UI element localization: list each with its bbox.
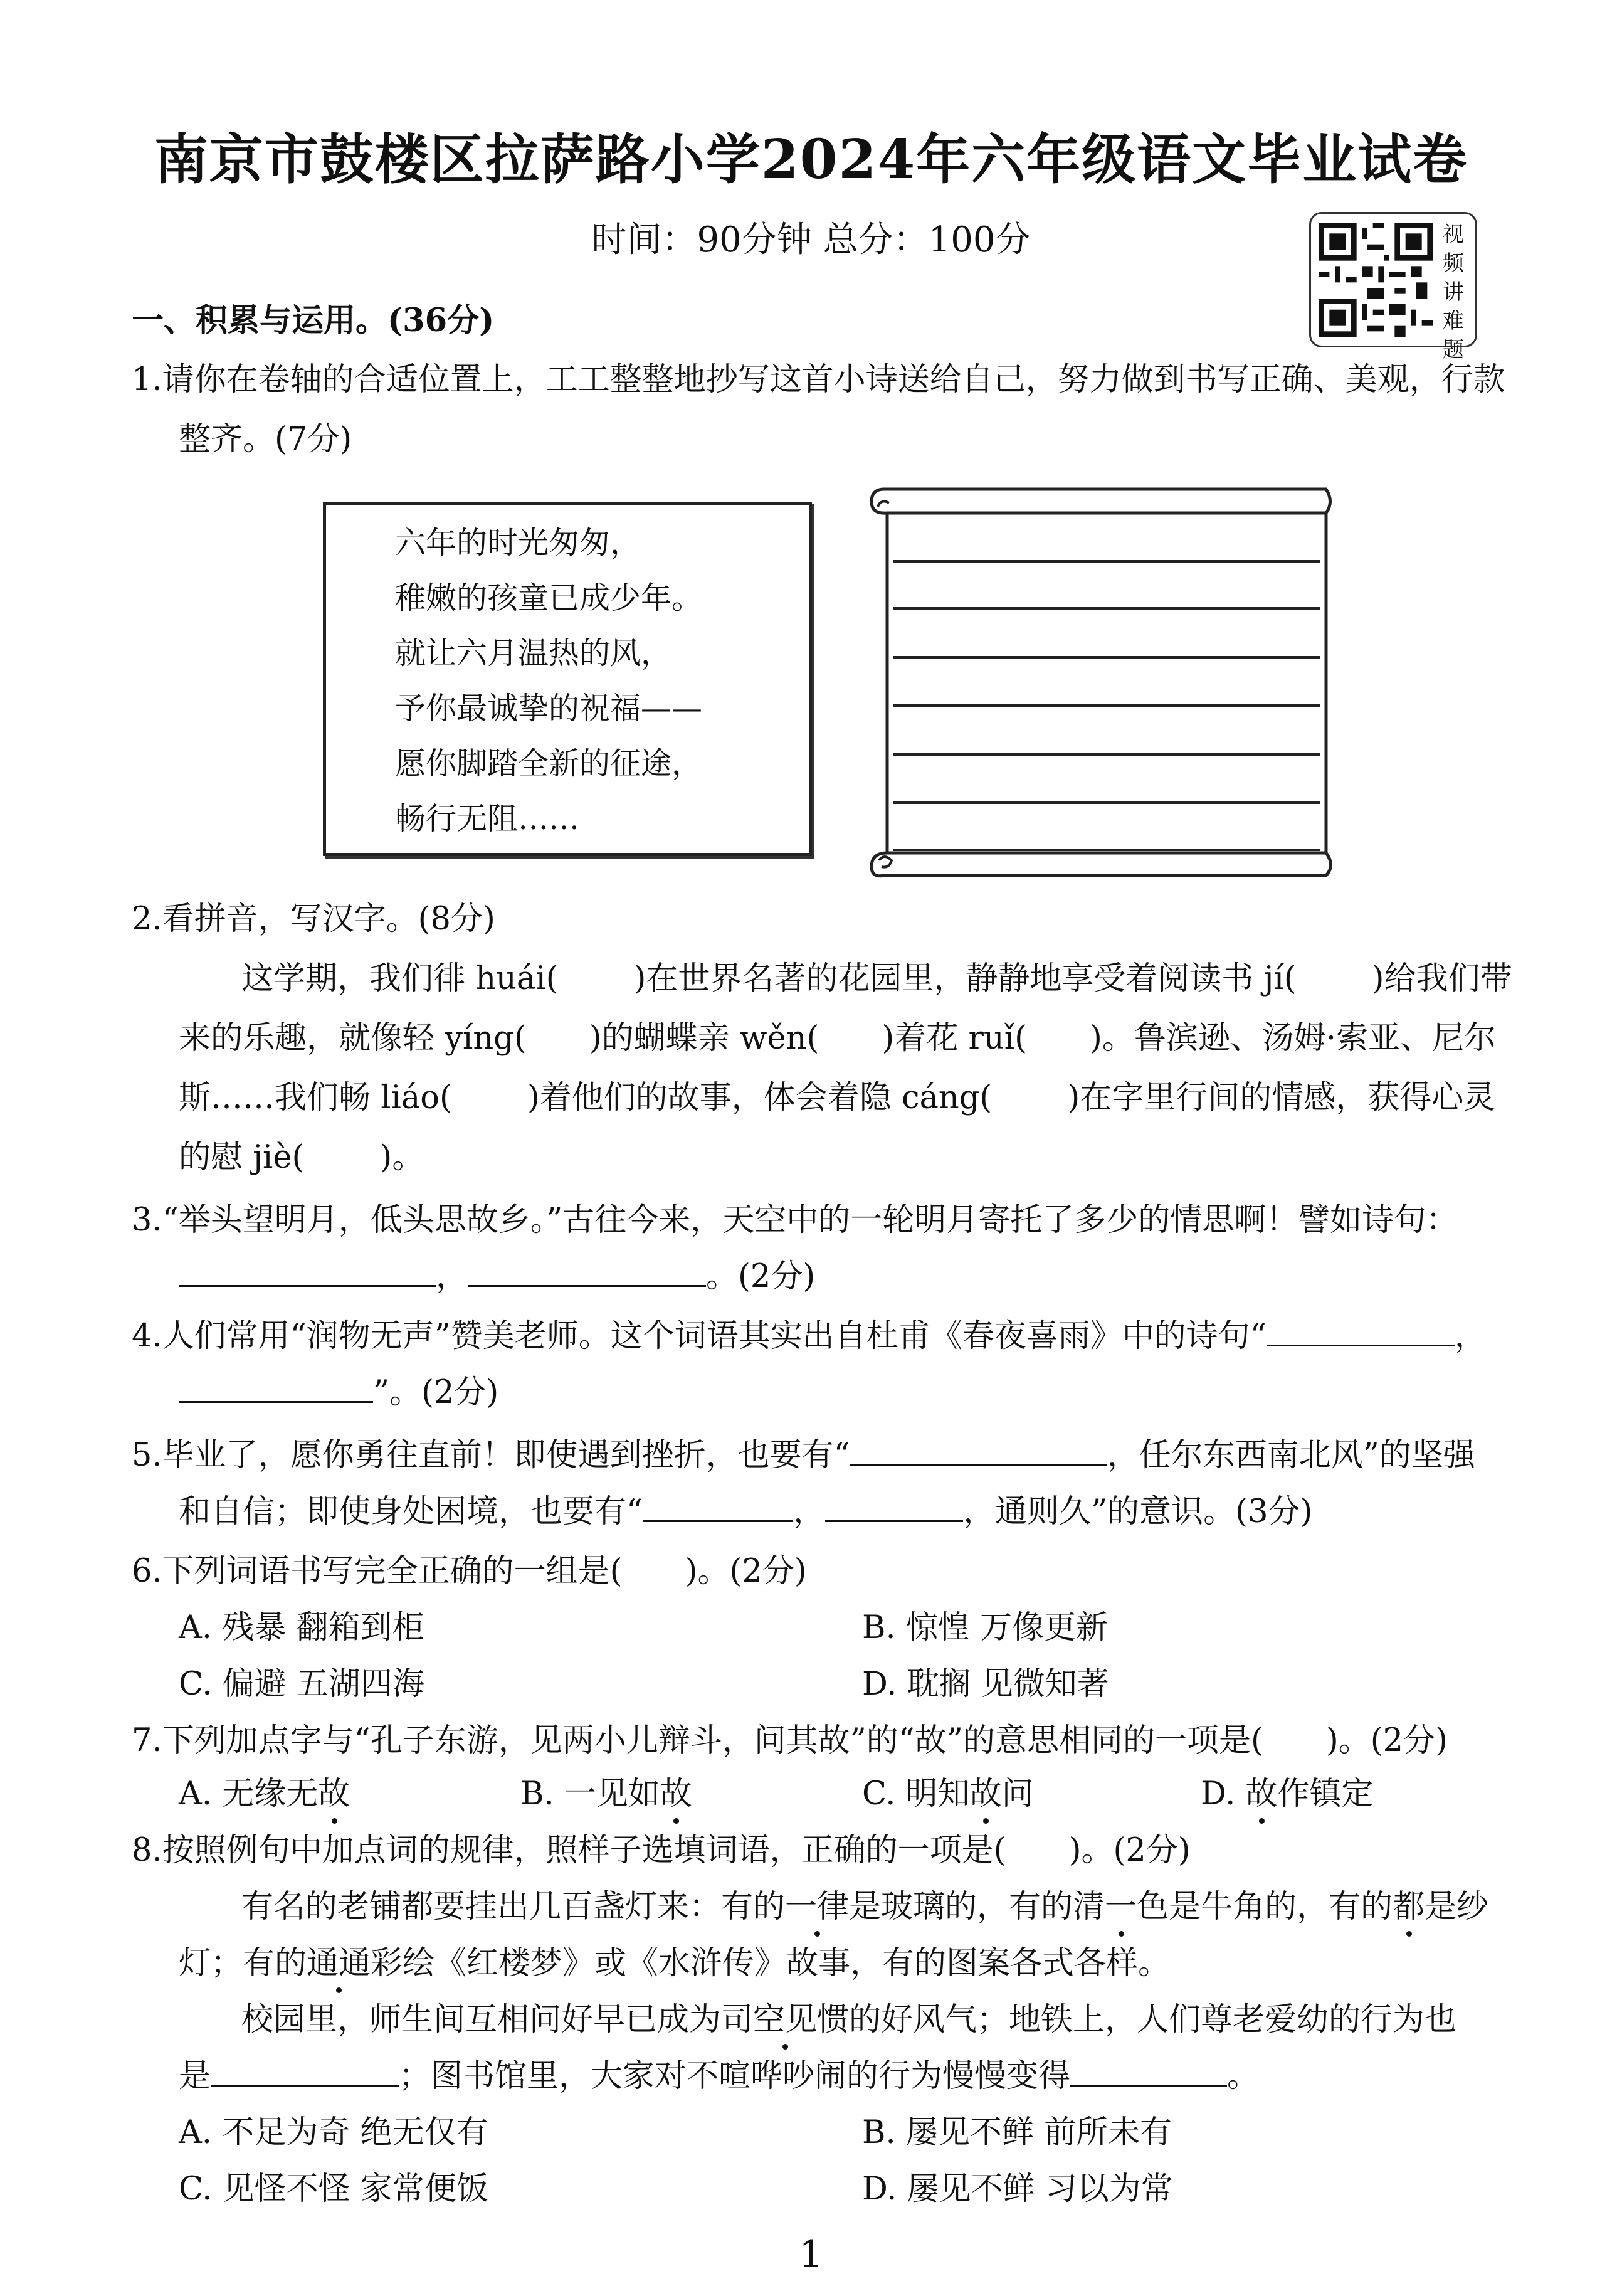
- q1-stem-line2: 整齐。(7分): [179, 421, 352, 458]
- q7-stem: 7.下列加点字与“孔子东游，见两小儿辩斗，问其故”的“故”的意思相同的一项是( )。(2分): [132, 1722, 1448, 1759]
- section-heading: 一、积累与运用。(36分): [132, 302, 495, 339]
- q7-option-a[interactable]: A. 无缘无故: [179, 1775, 350, 1812]
- answer-blank[interactable]: [211, 2057, 399, 2087]
- q2-paragraph-line4: 的慰 jiè( )。: [179, 1139, 424, 1176]
- q6-stem: 6.下列词语书写完全正确的一组是( )。(2分): [132, 1553, 807, 1590]
- q6-option-d[interactable]: D. 耽搁 见微知著: [862, 1666, 1109, 1703]
- page-number: 1: [799, 2233, 823, 2277]
- q4-answer-line: ”。(2分): [179, 1373, 498, 1412]
- dotted-char: 故: [969, 1775, 1002, 1812]
- q8-option-b[interactable]: B. 屡见不鲜 前所未有: [862, 2114, 1172, 2151]
- q5-stem-line1: 5.毕业了，愿你勇往直前！即使遇到挫折，也要有“ ，任尔东西南北风”的坚强: [132, 1437, 1475, 1474]
- dotted-word: 都: [1393, 1888, 1425, 1925]
- answer-blank[interactable]: [468, 1257, 706, 1287]
- q2-paragraph-line2: 来的乐趣，就像轻 yíng( )的蝴蝶亲 wěn( )着花 ruǐ( )。鲁滨逊、汤姆·索亚、尼尔: [179, 1020, 1497, 1057]
- poem-line: 就让六月温热的风，: [395, 635, 672, 671]
- exam-title: 南京市鼓楼区拉萨路小学2024年六年级语文毕业试卷: [154, 128, 1468, 191]
- q7-option-d[interactable]: D. 故作镇定: [1201, 1775, 1374, 1812]
- poem-line: 予你最诚挚的祝福——: [395, 690, 703, 726]
- answer-blank[interactable]: [850, 1436, 1107, 1466]
- q2-stem: 2.看拼音，写汉字。(8分): [132, 901, 495, 938]
- dotted-word: 通通: [307, 1945, 371, 1982]
- q8-option-c[interactable]: C. 见怪不怪 家常便饭: [179, 2171, 488, 2208]
- q2-paragraph-line3: 斯……我们畅 liáo( )着他们的故事，体会着隐 cáng( )在字里行间的情感，获得心灵: [179, 1079, 1496, 1116]
- exam-time-score: 时间：90分钟 总分：100分: [591, 220, 1031, 260]
- q8-example-line2: 灯；有的通通彩绘《红楼梦》或《水浒传》故事，有的图案各式各样。: [179, 1945, 1171, 1982]
- q4-stem: 4.人们常用“润物无声”赞美老师。这个词语其实出自杜甫《春夜喜雨》中的诗句“ ，: [132, 1318, 1487, 1355]
- q8-option-d[interactable]: D. 屡见不鲜 习以为常: [862, 2171, 1173, 2208]
- qr-code-badge[interactable]: [1309, 212, 1477, 362]
- q8-example-line1: 有名的老铺都要挂出几百盏灯来：有的一律是玻璃的，有的清一色是牛角的，有的都是纱: [241, 1888, 1489, 1925]
- q7-option-c[interactable]: C. 明知故问: [862, 1775, 1034, 1812]
- answer-blank[interactable]: [179, 1373, 373, 1403]
- dotted-char: 故: [318, 1775, 350, 1812]
- answer-blank[interactable]: [1267, 1317, 1455, 1346]
- answer-blank[interactable]: [825, 1493, 963, 1522]
- qr-video-label: 视 频 讲 难 题: [1443, 222, 1464, 362]
- q1-stem-line1: 1.请你在卷轴的合适位置上，工工整整地抄写这首小诗送给自己，努力做到书写正确、美观，行款: [132, 361, 1505, 398]
- q8-sentence-line2: 是 ；图书馆里，大家对不喧哗吵闹的行为慢慢变得 。: [179, 2058, 1260, 2095]
- poem-line: 愿你脚踏全新的征途，: [395, 746, 703, 781]
- q2-paragraph-line1: 这学期，我们徘 huái( )在世界名著的花园里，静静地享受着阅读书 jí( )给我们带: [241, 960, 1512, 997]
- q3-answer-line: ， 。(2分): [179, 1257, 815, 1296]
- dotted-word: 清一色: [1073, 1888, 1169, 1925]
- poem-box: [323, 502, 812, 856]
- q6-option-c[interactable]: C. 偏避 五湖四海: [179, 1666, 424, 1703]
- answer-blank[interactable]: [179, 1257, 436, 1287]
- poem-line: 六年的时光匆匆，: [395, 525, 641, 561]
- q3-stem: 3.“举头望明月，低头思故乡。”古往今来，天空中的一轮明月寄托了多少的情思啊！譬如诗句：: [132, 1202, 1458, 1239]
- dotted-char: 故: [660, 1775, 692, 1812]
- q8-sentence-line1: 校园里，师生间互相问好早已成为司空见惯的好风气；地铁上，人们尊老爱幼的行为也: [241, 2001, 1457, 2038]
- answer-blank[interactable]: [643, 1493, 793, 1522]
- q6-option-b[interactable]: B. 惊惶 万像更新: [862, 1609, 1109, 1646]
- q7-option-b[interactable]: B. 一见如故: [520, 1775, 692, 1812]
- answer-blank[interactable]: [1070, 2057, 1227, 2087]
- dotted-word: 司空见惯: [721, 2001, 850, 2038]
- q5-stem-line2: 和自信；即使身处困境，也要有“ ， ，通则久”的意识。(3分): [179, 1493, 1313, 1530]
- dotted-char: 故: [1245, 1775, 1278, 1812]
- q8-option-a[interactable]: A. 不足为奇 绝无仅有: [179, 2114, 488, 2151]
- poem-line: 畅行无阻……: [395, 801, 580, 837]
- qr-code-icon: [1319, 223, 1433, 337]
- scroll-writing-area[interactable]: [859, 477, 1342, 878]
- q8-stem: 8.按照例句中加点词的规律，照样子选填词语，正确的一项是( )。(2分): [132, 1832, 1191, 1869]
- poem-line: 稚嫩的孩童已成少年。: [395, 580, 703, 616]
- dotted-word: 一律: [785, 1888, 850, 1925]
- q6-option-a[interactable]: A. 残暴 翻箱到柜: [179, 1609, 424, 1646]
